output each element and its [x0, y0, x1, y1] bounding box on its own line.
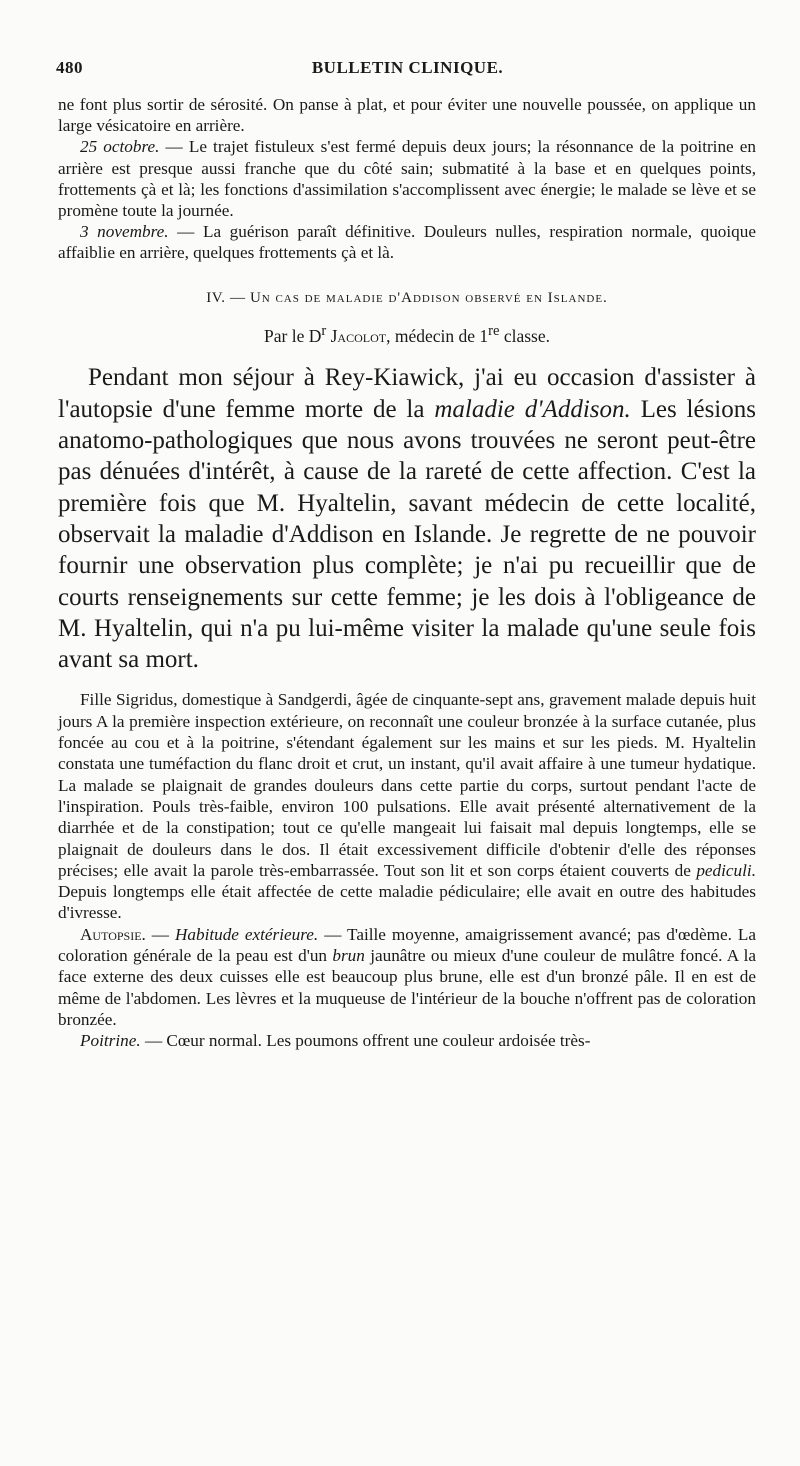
page-header	[56, 58, 756, 94]
section-title: Un cas de maladie d'Addison observé en Islande.	[249, 289, 608, 306]
paragraph-25-octobre: 25 octobre. — Le trajet fistuleux s'est fermé depuis deux jours; la résonnance de la poitrine en arrière est presque aussi franche que du côté sain; submatité à la base et en quelques points, frottements çà et là; les fonctions d'assimilation s'accomplissent avec énergie; le malade se lève et se promène toute la journée.	[58, 137, 756, 221]
paragraph-3-novembre: 3 novembre. — La guérison paraît définitive. Douleurs nulles, respiration normale, quoique affaiblie en arrière, quelques frottements çà et là.	[58, 222, 756, 263]
autopsie-paragraph: Autopsie. — Habitude extérieure. — Taille moyenne, amaigrissement avancé; pas d'œdème. La coloration générale de la peau est d'un brun jaunâtre ou mieux d'une couleur de mulâtre foncé. A la face externe des deux cuisses elle est beaucoup plus brune, elle est d'un bronzé pâle. Il en est de même de l'abdomen. Les lèvres et la muqueuse de l'intérieur de la bouche n'offrent pas de coloration bronzée.	[58, 924, 757, 1029]
subheading: Habitude extérieure.	[174, 924, 319, 944]
subheading: Poitrine.	[80, 1031, 141, 1051]
section-heading	[58, 288, 756, 308]
paragraph-continuation: ne font plus sortir de sérosité. On panse à plat, et pour éviter une nouvelle poussée, on applique un large vésicatoire en arrière.	[58, 95, 756, 136]
date-label: 25 octobre.	[80, 137, 160, 157]
section-numeral: IV. —	[206, 289, 250, 306]
autopsie-label: Autopsie.	[80, 924, 146, 944]
running-title: BULLETIN CLINIQUE.	[311, 58, 504, 77]
date-label: 3 novembre.	[80, 222, 169, 242]
author-line: Par le $D^r$ Jacolot, médecin de 1re classe.	[264, 322, 550, 346]
poitrine-paragraph: Poitrine. — Cœur normal. Les poumons offrent une couleur ardoisée très-	[80, 1031, 591, 1051]
page	[58, 58, 756, 1051]
page-number: 480	[56, 58, 83, 77]
case-paragraph: Fille Sigridus, domestique à Sandgerdi, âgée de cinquante-sept ans, gravement malade depuis huit jours A la première inspection extérieure, on reconnaît une couleur bronzée à la surface cutanée, plus foncée au cou et à la poitrine, s'étendant également sur les mains et sur les pieds. M. Hyaltelin constata une tuméfaction du flanc droit et crut, un instant, qu'il avait affaire à une tumeur hydatique. La malade se plaignait de grandes douleurs dans cette partie du corps, surtout pendant l'acte de l'inspiration. Pouls très-faible, environ 100 pulsations. Elle avait présenté alternativement de la diarrhée et de la constipation; tout ce qu'elle mangeait lui faisait mal depuis longtemps, elle se plaignait de douleurs dans le dos. Il était excessivement difficile d'obtenir d'elle des réponses précises; elle avait la parole très-embarrassée. Tout son lit et son corps étaient couverts de pediculi. Depuis longtemps elle était affectée de cette maladie pédiculaire; elle avait en outre des habitudes d'ivresse.	[58, 690, 756, 923]
author-name: Jacolot	[330, 325, 387, 346]
intro-paragraph: Pendant mon séjour à Rey-Kiawick, j'ai eu occasion d'assister à l'autopsie d'une femme morte de la maladie d'Addison. Les lésions anatomo-pathologiques que nous avons trouvées ne seront peut-être pas dénuées d'intérêt, à cause de la rareté de cette affection. C'est la première fois que M. Hyaltelin, savant médecin de cette localité, observait la maladie d'Addison en Islande. Je regrette de ne pouvoir fournir une observation plus complète; je n'ai pu recueillir que de courts renseignements sur cette femme; je les dois à l'obligeance de M. Hyaltelin, qui n'a pu lui-même visiter la malade qu'une seule fois avant sa mort.	[58, 364, 756, 674]
